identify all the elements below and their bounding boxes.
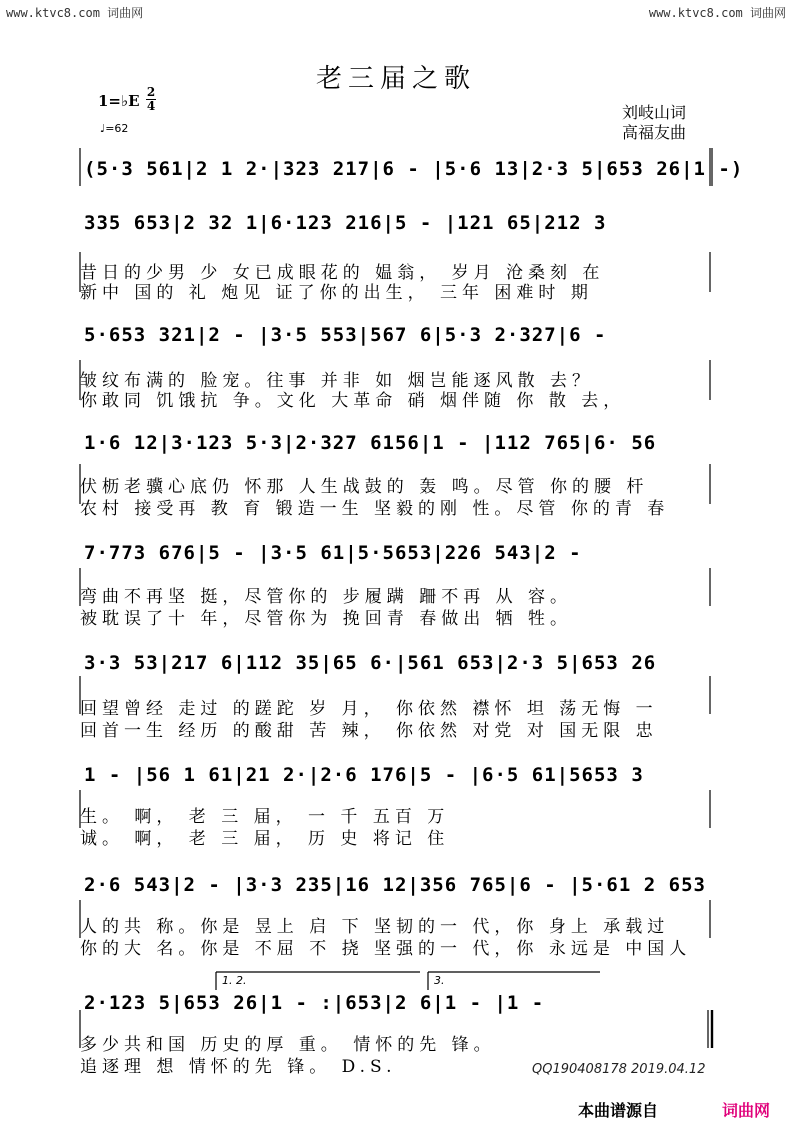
- system-9-notes: 2·123 5|653 26|1 - :|653|2 6|1 - |1 -: [84, 992, 545, 1014]
- volta-3: 3.: [434, 974, 445, 987]
- system-2-notes: 335 653|2 32 1|6·123 216|5 - |121 65|212 3: [84, 212, 607, 234]
- system-8-notes: 2·6 543|2 - |3·3 235|16 12|356 765|6 - |5·61 2 653: [84, 874, 706, 896]
- volta-1-2: 1. 2.: [222, 974, 247, 987]
- system-2-lyric-2: 新中 国的 礼 炮见 证了你的出生， 三年 困难时 期: [80, 283, 593, 303]
- watermark-right: www.ktvc8.com 词曲网: [648, 6, 786, 20]
- system-9-lyric-2: 追逐理 想 情怀的先 锋。 D.S.: [80, 1057, 397, 1077]
- transcriber-signature: QQ190408178 2019.04.12: [532, 1062, 706, 1077]
- time-signature-top: 2: [146, 85, 156, 99]
- system-3-lyric-1: 皱纹布满的 脸宠。往事 并非 如 烟岂能逐风散 去？: [80, 371, 595, 391]
- lyricist-credit: 刘岐山词: [622, 103, 687, 122]
- system-9-lyric-1: 多少共和国 历史的厚 重。 情怀的先 锋。: [80, 1035, 496, 1055]
- system-4-notes: 1·6 12|3·123 5·3|2·327 6156|1 - |112 765|6· 56: [84, 432, 657, 454]
- tempo-marking: ♩=62: [100, 122, 129, 135]
- system-2-lyric-1: 昔日的少男 少 女已成眼花的 媪翁， 岁月 沧桑刻 在: [80, 263, 605, 283]
- system-4-lyric-1: 伏枥老骥心底仍 怀那 人生战鼓的 轰 鸣。尽管 你的腰 杆: [80, 477, 649, 497]
- system-1-notes: (5·3 561|2 1 2·|323 217|6 - |5·6 13|2·3 5|653 26|1 -): [84, 158, 744, 180]
- system-4-lyric-2: 农村 接受再 教 育 锻造一生 坚毅的刚 性。尽管 你的青 春: [80, 499, 670, 519]
- song-title: 老三届之歌: [315, 64, 476, 94]
- footer-source-text: 本曲谱源自: [578, 1101, 659, 1120]
- time-signature-bottom: 4: [146, 99, 156, 113]
- composer-credit: 高福友曲: [622, 123, 687, 142]
- system-8-lyric-1: 人的共 称。你是 昱上 启 下 坚韧的一 代，你 身上 承载过: [80, 917, 670, 937]
- system-3-lyric-2: 你敢同 饥饿抗 争。文化 大革命 硝 烟伴随 你 散 去，: [80, 391, 626, 411]
- system-6-lyric-1: 回望曾经 走过 的蹉跎 岁 月， 你依然 襟怀 坦 荡无悔 一: [80, 699, 658, 719]
- system-5-lyric-1: 弯曲不再坚 挺，尽管你的 步履蹒 跚不再 从 容。: [80, 587, 573, 607]
- system-6-lyric-2: 回首一生 经历 的酸甜 苦 辣， 你依然 对党 对 国无限 忠: [80, 721, 658, 741]
- system-8-lyric-2: 你的大 名。你是 不屈 不 挠 坚强的一 代，你 永远是 中国人: [80, 939, 692, 959]
- system-6-notes: 3·3 53|217 6|112 35|65 6·|561 653|2·3 5|653 26: [84, 652, 657, 674]
- footer-site-logo[interactable]: 词曲网: [722, 1101, 771, 1120]
- key-signature: 1=♭E: [98, 92, 140, 110]
- system-3-notes: 5·653 321|2 - |3·5 553|567 6|5·3 2·327|6 -: [84, 324, 607, 346]
- system-7-lyric-2: 诚。 啊， 老 三 届， 历 史 将记 住: [80, 829, 450, 849]
- system-7-lyric-1: 生。 啊， 老 三 届， 一 千 五百 万: [80, 807, 450, 827]
- system-5-notes: 7·773 676|5 - |3·5 61|5·5653|226 543|2 -: [84, 542, 582, 564]
- system-7-notes: 1 - |56 1 61|21 2·|2·6 176|5 - |6·5 61|5653 3: [84, 764, 644, 786]
- watermark-left: www.ktvc8.com 词曲网: [6, 6, 144, 20]
- system-5-lyric-2: 被耽误了十 年，尽管你为 挽回青 春做出 牺 牲。: [80, 609, 573, 629]
